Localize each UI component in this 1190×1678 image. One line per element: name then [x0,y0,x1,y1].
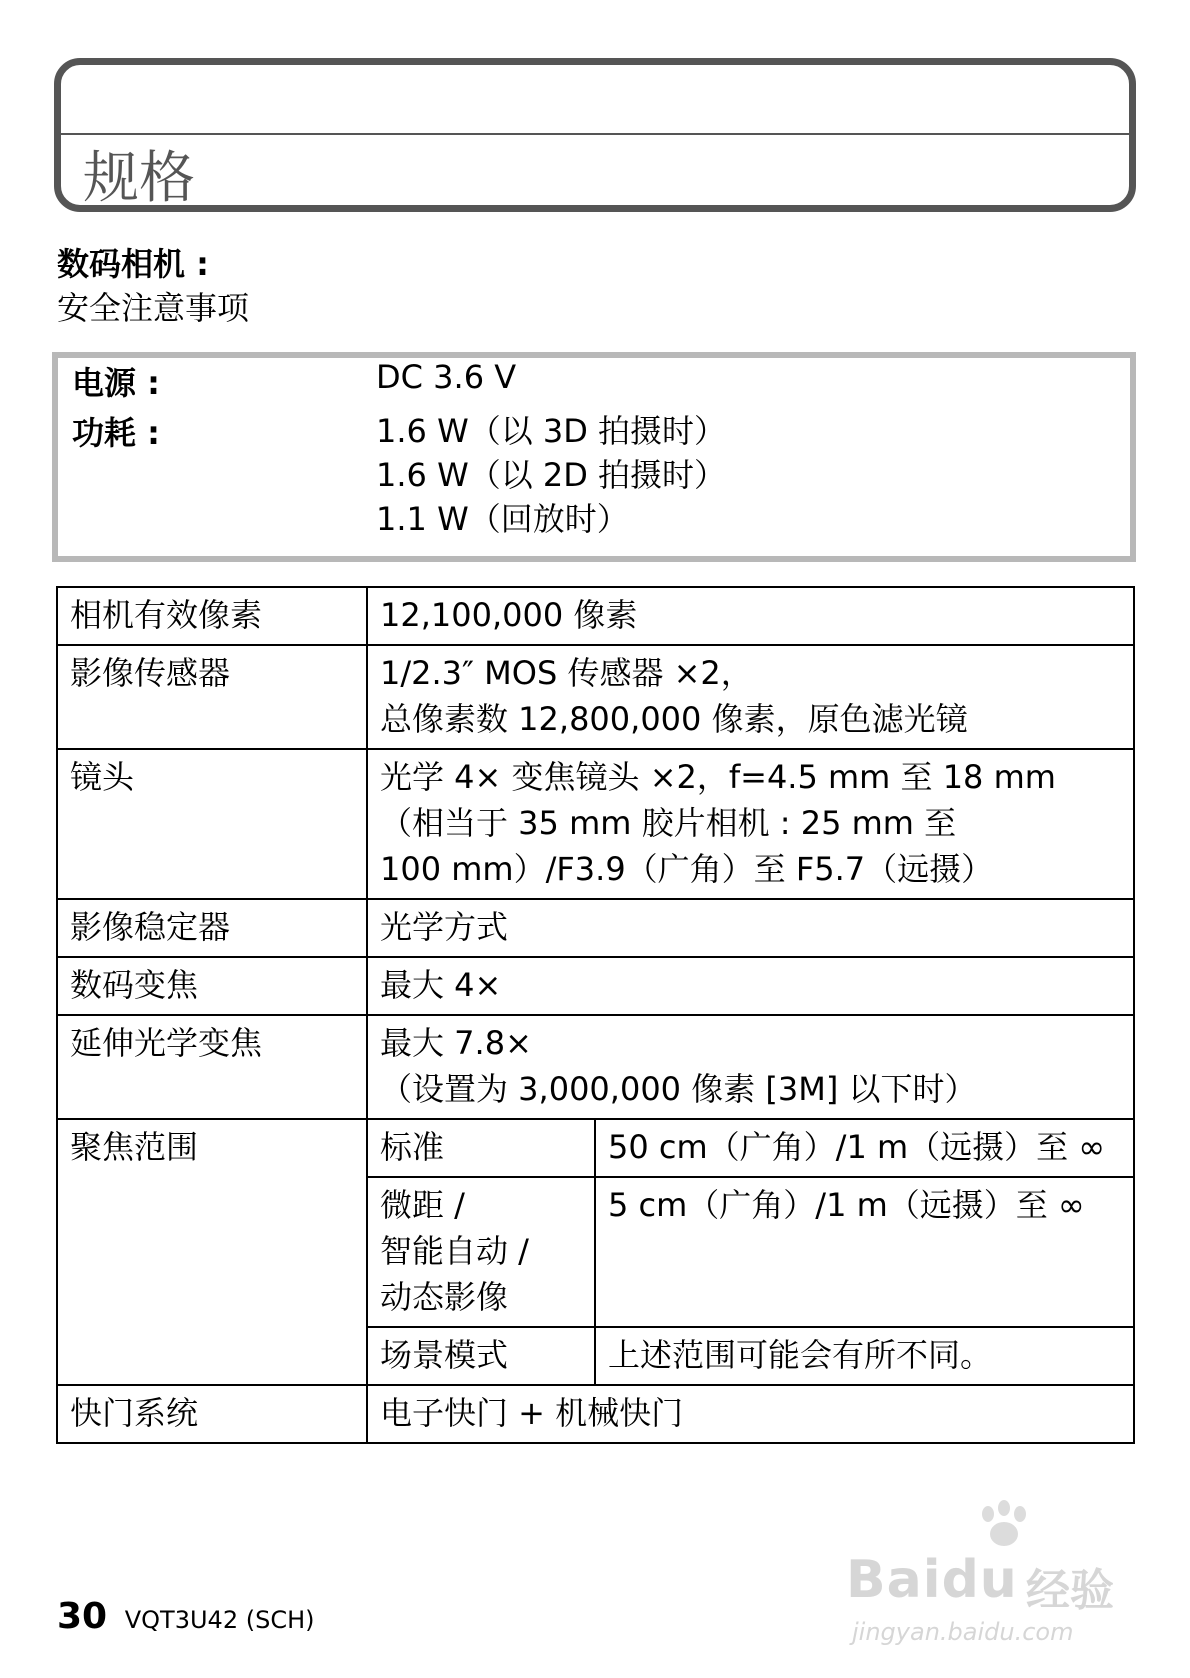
power-box [52,352,1136,562]
image-sensor-line: 总像素数 12,800,000 像素，原色滤光镜 [380,700,968,738]
focus-mode-scene: 场景模式 [367,1327,595,1385]
focus-value-scene: 上述范围可能会有所不同。 [595,1327,1134,1385]
power-consumption-2d: 1.6 W（以 2D 拍摄时） [376,456,727,494]
watermark-url: jingyan.baidu.com [852,1618,1074,1646]
focus-value-macro: 5 cm（广角）/1 m（远摄）至 ∞ [595,1177,1134,1327]
table-row [57,957,1134,1015]
watermark-cn: 经验 [1026,1565,1114,1616]
focus-range-label: 聚焦范围 [57,1119,367,1385]
subtitle-block [57,242,249,330]
power-consumption-playback: 1.1 W（回放时） [376,500,629,538]
table-row [57,645,1134,749]
lens-line: 光学 4× 变焦镜头 ×2，f=4.5 mm 至 18 mm [380,758,1056,796]
power-source-label: 电源 : [72,364,160,402]
image-sensor-line: 1/2.3″ MOS 传感器 ×2， [380,654,753,692]
paw-icon [974,1500,1034,1550]
focus-mode-line: 动态影像 [380,1278,509,1316]
power-consumption-3d: 1.6 W（以 3D 拍摄时） [376,412,727,450]
focus-mode-line: 微距 / [380,1186,465,1224]
image-sensor-label: 影像传感器 [57,645,367,749]
extended-zoom-line: （设置为 3,000,000 像素 [3M] 以下时） [380,1070,977,1108]
lens-line: （相当于 35 mm 胶片相机 : 25 mm 至 [380,804,957,842]
lens-label: 镜头 [57,749,367,899]
doc-code: VQT3U42 (SCH) [124,1606,315,1634]
power-source-value: DC 3.6 V [376,358,517,396]
image-sensor-value [367,645,1134,749]
title-box [54,58,1136,212]
title-divider [61,133,1129,135]
extended-zoom-label: 延伸光学变焦 [57,1015,367,1119]
product-name: 数码相机 : [57,245,209,283]
baidu-watermark [846,1500,1126,1650]
table-row [57,749,1134,899]
shutter-value: 电子快门 + 机械快门 [367,1385,1134,1443]
extended-zoom-line: 最大 7.8× [380,1024,532,1062]
digital-zoom-value: 最大 4× [367,957,1134,1015]
shutter-label: 快门系统 [57,1385,367,1443]
table-row [57,899,1134,957]
table-row [57,587,1134,645]
section-name: 安全注意事项 [57,289,250,327]
spec-table [56,586,1135,1444]
lens-value [367,749,1134,899]
table-row [57,1119,1134,1177]
lens-line: 100 mm）/F3.9（广角）至 F5.7（远摄） [380,850,994,888]
focus-mode-standard: 标准 [367,1119,595,1177]
focus-mode-macro [367,1177,595,1327]
stabilizer-label: 影像稳定器 [57,899,367,957]
extended-zoom-value [367,1015,1134,1119]
table-row [57,1385,1134,1443]
digital-zoom-label: 数码变焦 [57,957,367,1015]
page-footer [57,1596,315,1637]
page-number: 30 [57,1596,108,1637]
stabilizer-value: 光学方式 [367,899,1134,957]
focus-mode-line: 智能自动 / [380,1232,529,1270]
page-title: 规格 [83,146,195,211]
effective-pixels-label: 相机有效像素 [57,587,367,645]
table-row [57,1015,1134,1119]
focus-value-standard: 50 cm（广角）/1 m（远摄）至 ∞ [595,1119,1134,1177]
watermark-brand: Baidu [846,1550,1018,1610]
effective-pixels-value: 12,100,000 像素 [367,587,1134,645]
power-consumption-label: 功耗 : [72,414,160,452]
